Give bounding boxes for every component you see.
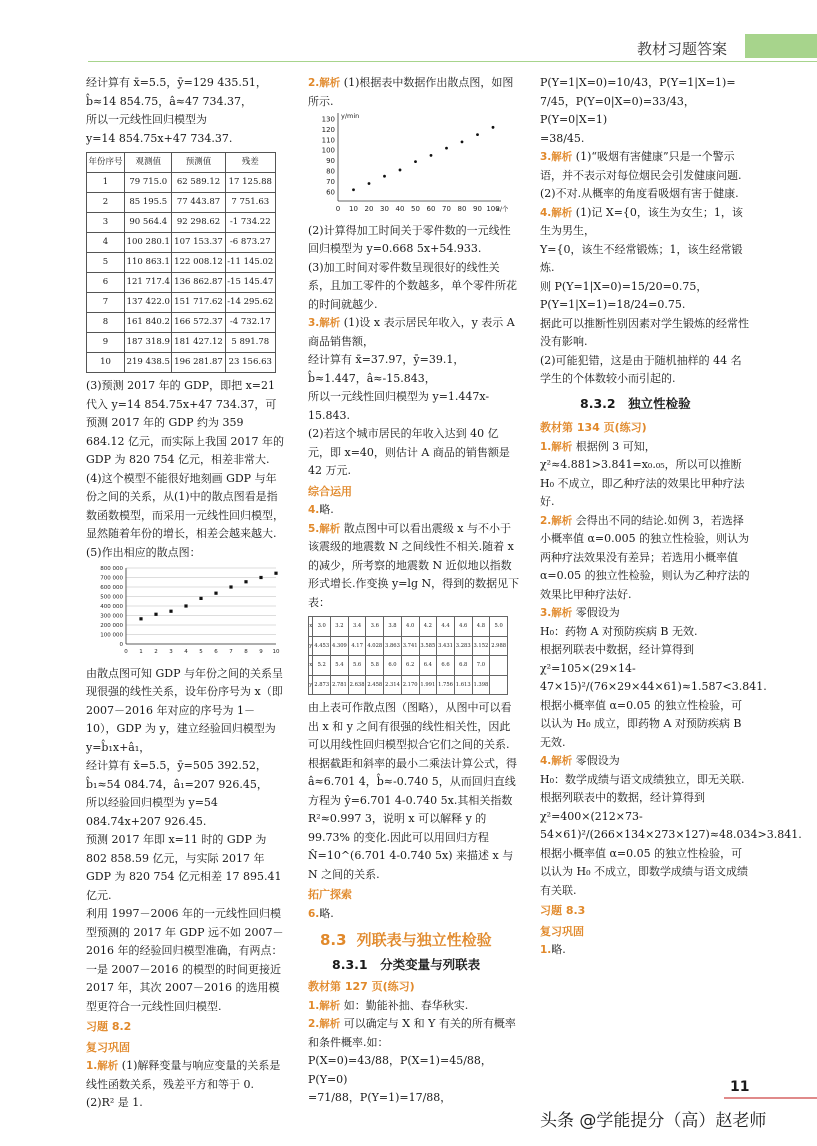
- text-line: (2)R² 是 1.: [86, 1096, 143, 1109]
- chapter-heading: [320, 931, 520, 950]
- x-tick-label: 80: [457, 205, 467, 213]
- text-line: b̂≈14 854.75，â≈47 734.37，: [86, 94, 252, 108]
- table-cell: 6.6: [437, 656, 455, 676]
- table-cell: 2.781: [331, 675, 349, 695]
- paragraph: (2)若这个城市居民的年收入达到 40 亿元，即 x=40，则估计 A 商品的销售额是 42 万元.: [308, 427, 510, 477]
- answer-label: 1.解析: [86, 1060, 119, 1072]
- x-tick-label: 0: [124, 649, 128, 655]
- table-header-cell: 年份序号: [87, 153, 125, 173]
- x-tick-label: 4: [184, 649, 188, 655]
- table-row: [87, 313, 276, 333]
- answer-label: 2.解析: [308, 1018, 341, 1030]
- paragraph: 根据小概率值 α=0.05 的独立性检验，可以认为 H₀ 不成立，即数学成绩与语文成绩有关联.: [540, 846, 748, 897]
- table-cell: 7: [87, 293, 125, 313]
- table-cell: 4.8: [472, 617, 490, 637]
- answer-label: 4.: [308, 504, 320, 516]
- y-tick-label: 200 000: [100, 623, 123, 629]
- table-cell: 6: [87, 273, 125, 293]
- table-cell: [490, 656, 508, 676]
- x-tick-label: 1: [139, 649, 143, 655]
- textbook-page-ref: 教材第 134 页(练习): [540, 421, 647, 434]
- data-point: [259, 576, 262, 579]
- table-row: [87, 193, 276, 213]
- table-row: [309, 617, 508, 637]
- page-header: [0, 0, 817, 62]
- table-row: [87, 293, 276, 313]
- data-point: [445, 147, 448, 150]
- answer-text: 略.: [319, 503, 334, 516]
- table-row: [87, 253, 276, 273]
- table-row: [87, 333, 276, 353]
- table-cell: 8: [87, 313, 125, 333]
- formula-line: χ²=105×(29×14-47×15)²/(76×29×44×61)≈1.587<3.841.: [540, 661, 767, 693]
- table-row: [87, 353, 276, 373]
- paragraph: 利用 1997－2006 年的一元线性回归模型预测的 2017 年 GDP 远不如 2007－2016 年的经验回归模型准确，有两点：一是 2007－2016 的模型的时间更接近 2017 年，其次 2007－2016 的选用模型更符合一元线性回归模型.: [86, 907, 284, 1013]
- table-cell: 4.453: [313, 636, 331, 656]
- paragraph: 预测 2017 年即 x=11 时的 GDP 为 802 858.59 亿元，与实际 2017 年 GDP 为 820 754 亿元相差 17 895.41 亿元.: [86, 833, 282, 902]
- answer-text: 如：勤能补拙、春华秋实.: [343, 998, 469, 1012]
- formula-line: Y={0，该生不经常锻炼；1，该生经常锻炼.: [540, 242, 743, 274]
- table-cell: 1.398: [472, 675, 490, 695]
- table-cell: 7 751.63: [225, 193, 275, 213]
- data-point: [383, 175, 386, 178]
- paragraph: 所以经验回归模型为 y=54 084.74x+207 926.45.: [86, 796, 218, 828]
- table-cell: 6.8: [454, 656, 472, 676]
- table-cell: 151 717.62: [172, 293, 225, 313]
- table-cell: -4 732.17: [225, 313, 275, 333]
- table-cell: 6.4: [419, 656, 437, 676]
- chapter-title: 列联表与独立性检验: [356, 931, 492, 949]
- formula-line: P(X=0)=43/88，P(X=1)=45/88，P(Y=0): [308, 1054, 492, 1086]
- table-row: [87, 213, 276, 233]
- table-cell: 90 564.4: [125, 213, 172, 233]
- y-tick-label: 800 000: [100, 566, 123, 572]
- data-point: [352, 188, 355, 191]
- table-cell: y: [309, 675, 313, 695]
- table-cell: 2.638: [348, 675, 366, 695]
- table-cell: 92 298.62: [172, 213, 225, 233]
- formula-line: 7/45，P(Y=0|X=0)=33/43，P(Y=0|X=1): [540, 94, 695, 126]
- header-title: 教材习题答案: [636, 40, 727, 58]
- answer-label: 3.解析: [540, 151, 573, 163]
- paragraph: 由上表可作散点图（图略），从图中可以看出 x 和 y 之间有很强的线性相关性，因此可以用线性回归模型拟合它们之间的关系.根据截距和斜率的最小二乘法计算公式，得â≈6.701 4，b̂≈-0.740 5，从而回归直线方程为 ŷ=6.701 4-0.740 5x.其相关指数 R²≈0.997 3，说明 x 可以解释 y 的 99.73% 的变化.因此可以用回归方程 N̂=10^(6.701 4-0.740 5x) 来描述 x 与 N 之间的关系.: [308, 701, 517, 881]
- paragraph: 由散点图可知 GDP 与年份之间的关系呈现很强的线性关系，设年份序号为 x（即 2007－2016 年对应的序号为 1－10），GDP 为 y，建立经验回归模型为 y=b̂₁x+â₁，: [86, 666, 283, 754]
- x-tick-label: 50: [411, 205, 420, 213]
- table-cell: [490, 675, 508, 695]
- text-line: H₀：数学成绩与语文成绩独立，即无关联.: [540, 772, 745, 786]
- y-tick-label: 130: [321, 115, 335, 124]
- formula-line: 则 P(Y=1|X=0)=15/20=0.75，P(Y=1|X=1)=18/24=0.75.: [540, 279, 708, 311]
- data-point: [274, 572, 277, 575]
- text-line: 经计算有 x̄=5.5，ȳ=129 435.51，: [86, 76, 267, 89]
- answer-label: 1.解析: [540, 440, 573, 453]
- table-cell: 3.431: [437, 636, 455, 656]
- table-cell: 1.613: [454, 675, 472, 695]
- table-cell: 4.6: [454, 617, 472, 637]
- y-tick-label: 100: [321, 146, 335, 155]
- table-cell: 3: [87, 213, 125, 233]
- table-cell: 23 156.63: [225, 353, 275, 373]
- y-tick-label: 600 000: [100, 585, 123, 591]
- table-cell: 2.458: [366, 675, 384, 695]
- x-tick-label: 100: [486, 205, 500, 213]
- residual-table: [86, 152, 276, 373]
- answer-text: 零假设为: [575, 606, 620, 619]
- paragraph: (2)可能犯错，这是由于随机抽样的 44 名学生的个体数较小而引起的.: [540, 353, 742, 385]
- x-tick-label: 7: [229, 649, 233, 655]
- earthquake-table: [308, 616, 508, 695]
- formula-line: =38/45.: [540, 131, 585, 145]
- table-cell: 3.4: [348, 617, 366, 637]
- answer-label: 6.: [308, 907, 320, 920]
- table-header-row: [87, 153, 276, 173]
- x-tick-label: 2: [154, 649, 158, 655]
- paragraph: 据此可以推断性别因素对学生锻炼的经常性没有影响.: [540, 316, 749, 348]
- y-tick-label: 300 000: [100, 613, 123, 620]
- table-row: [309, 675, 508, 695]
- data-point: [461, 140, 464, 143]
- paragraph: 根据小概率值 α=0.05 的独立性检验，可以认为 H₀ 成立，即药物 A 对预防疾病 B 无效.: [540, 698, 743, 749]
- formula-line: =71/88，P(Y=1)=17/88，: [308, 1091, 452, 1104]
- column-2: [308, 74, 520, 1108]
- y-tick-label: 400 000: [100, 604, 123, 610]
- table-cell: 7.0: [472, 656, 490, 676]
- text-line: 根据列联表中数据，经计算得到: [540, 643, 694, 656]
- answer-label: 1.解析: [308, 999, 341, 1012]
- table-cell: 4.0: [401, 617, 419, 637]
- table-cell: 3.2: [331, 617, 349, 637]
- table-cell: 1.991: [419, 675, 437, 695]
- y-tick-label: 120: [321, 125, 335, 134]
- column-1: [86, 74, 284, 1113]
- table-cell: 2.314: [384, 675, 402, 695]
- paragraph: 经计算有 x̄=37.97，ȳ=39.1，b̂≈1.447，â≈-15.843，: [308, 353, 465, 385]
- section-heading: 综合运用: [308, 484, 352, 498]
- answer-text: 根据例 3 可知，χ²≈4.881>3.841=x₀.₀₅，所以可以推断 H₀ 不成立，即乙种疗法的效果比甲种疗法好.: [540, 439, 745, 508]
- y-tick-label: 700 000: [100, 575, 123, 582]
- table-cell: 5.6: [348, 656, 366, 676]
- x-tick-label: 10: [349, 205, 358, 213]
- table-header-cell: 预测值: [172, 153, 225, 173]
- table-cell: -1 734.22: [225, 213, 275, 233]
- data-point: [430, 154, 433, 157]
- table-cell: 187 318.9: [125, 333, 172, 353]
- table-cell: 5.2: [313, 656, 331, 676]
- x-tick-label: 10: [272, 649, 280, 655]
- table-row: [87, 173, 276, 193]
- table-cell: 3.8: [384, 617, 402, 637]
- table-cell: 3.585: [419, 636, 437, 656]
- table-cell: 4: [87, 233, 125, 253]
- formula-line: P(Y=1|X=0)=10/43，P(Y=1|X=1)=: [540, 76, 736, 89]
- table-cell: 3.152: [472, 636, 490, 656]
- data-point: [184, 604, 187, 607]
- answer-text: (1)“吸烟有害健康”只是一个警示语，并不表示对每位烟民会引发健康问题.: [540, 150, 742, 182]
- x-tick-label: 90: [473, 205, 482, 213]
- subsection-heading: 8.3.1 分类变量与列联表: [332, 956, 481, 972]
- x-tick-label: 8: [244, 649, 248, 655]
- data-point: [244, 580, 247, 583]
- x-tick-label: 30: [380, 205, 389, 213]
- table-cell: 10: [87, 353, 125, 373]
- answer-text: (1)设 x 表示居民年收入，y 表示 A 商品销售额，: [308, 316, 515, 348]
- text-line: H₀：药物 A 对预防疾病 B 无效.: [540, 624, 698, 638]
- watermark: 头条 @学能提分（高）赵老师: [540, 1111, 767, 1131]
- paragraph: 所以一元线性回归模型为 y=1.447x-15.843.: [308, 390, 490, 422]
- table-cell: 219 438.5: [125, 353, 172, 373]
- data-point: [476, 133, 479, 136]
- y-tick-label: 60: [326, 188, 335, 197]
- table-cell: 122 008.12: [172, 253, 225, 273]
- answer-text: 散点图中可以看出震级 x 与不小于该震级的地震数 N 之间线性不相关.随着 x 的减少，所考察的地震数 N 近似地以指数形式增长.作变换 y=lg N，得到的数据见下表：: [308, 521, 520, 609]
- answer-label: 4.解析: [540, 755, 573, 767]
- page-number: 11: [730, 1079, 750, 1095]
- table-cell: 2.988: [490, 636, 508, 656]
- answer-label: 1.: [540, 944, 552, 956]
- table-cell: x: [309, 617, 313, 637]
- data-point: [492, 126, 495, 129]
- text-line: 经计算有 x̄=5.5，ȳ=505 392.52，: [86, 759, 267, 772]
- table-cell: y: [309, 636, 313, 656]
- section-heading: 复习巩固: [86, 1040, 130, 1054]
- answer-label: 2.解析: [540, 514, 573, 527]
- table-cell: 107 153.37: [172, 233, 225, 253]
- table-cell: 5: [87, 253, 125, 273]
- x-tick-label: 70: [442, 205, 451, 213]
- paragraph: (2)不对.从概率的角度看吸烟有害于健康.: [540, 187, 739, 200]
- table-cell: 6.0: [384, 656, 402, 676]
- table-cell: 6.2: [401, 656, 419, 676]
- page-number-underline: [724, 1097, 817, 1099]
- data-point: [414, 160, 417, 163]
- answer-label: 4.解析: [540, 206, 573, 219]
- x-tick-label: 20: [364, 205, 374, 213]
- table-cell: 121 717.4: [125, 273, 172, 293]
- paragraph: (3)预测 2017 年的 GDP，即把 x=21 代入 y=14 854.75x+47 734.37，可预测 2017 年的 GDP 约为 359 684.12 亿元，而实际上我国 2017 年的 GDP 为 820 754 亿元，相差非常大.: [86, 379, 284, 466]
- data-point: [199, 597, 202, 600]
- exercise-heading: 习题 8.3: [540, 904, 586, 917]
- table-cell: 3.741: [401, 636, 419, 656]
- table-cell: 62 589.12: [172, 173, 225, 193]
- table-cell: 77 443.87: [172, 193, 225, 213]
- y-tick-label: 70: [326, 177, 335, 186]
- textbook-page-ref: 教材第 127 页(练习): [308, 980, 415, 993]
- x-tick-label: 60: [426, 205, 436, 213]
- x-axis-label: x/个: [496, 205, 508, 213]
- answer-text: 略.: [551, 943, 566, 956]
- table-cell: 3.0: [313, 617, 331, 637]
- table-cell: 3.6: [366, 617, 384, 637]
- header-accent-bar: [745, 34, 817, 58]
- table-cell: 100 280.1: [125, 233, 172, 253]
- section-heading: 复习巩固: [540, 924, 584, 938]
- x-tick-label: 3: [169, 649, 173, 655]
- table-cell: 5.4: [331, 656, 349, 676]
- x-tick-label: 40: [395, 205, 405, 213]
- x-tick-label: 6: [214, 649, 218, 655]
- data-point: [368, 182, 371, 185]
- table-cell: x: [309, 656, 313, 676]
- data-point: [399, 169, 402, 172]
- table-cell: 79 715.0: [125, 173, 172, 193]
- table-cell: 196 281.87: [172, 353, 225, 373]
- processing-time-scatter-chart: [308, 111, 508, 215]
- section-heading: 拓广探索: [308, 888, 352, 901]
- answer-text: (1)记 X={0，该生为女生；1，该生为男生，: [540, 205, 743, 237]
- table-row: [309, 656, 508, 676]
- paragraph: (2)计算得加工时间关于零件数的一元线性回归模型为 y=0.668 5x+54.933.: [308, 223, 511, 255]
- table-cell: 5.8: [366, 656, 384, 676]
- table-cell: 3.863: [384, 636, 402, 656]
- table-cell: 4.028: [366, 636, 384, 656]
- answer-text: (1)根据表中数据作出散点图，如图所示.: [308, 76, 514, 108]
- table-cell: 4.4: [437, 617, 455, 637]
- table-row: [309, 636, 508, 656]
- y-tick-label: 500 000: [100, 594, 123, 601]
- table-cell: 9: [87, 333, 125, 353]
- gdp-scatter-chart: [86, 562, 282, 658]
- table-cell: 5 891.78: [225, 333, 275, 353]
- data-point: [229, 585, 232, 588]
- column-3: [540, 74, 802, 960]
- data-point: [214, 592, 217, 595]
- y-tick-label: 80: [326, 167, 335, 176]
- x-tick-label: 0: [335, 205, 341, 213]
- text-line: y=14 854.75x+47 734.37.: [86, 131, 233, 145]
- table-cell: 110 863.1: [125, 253, 172, 273]
- answer-text: 会得出不同的结论.如例 3，若选择小概率值 α=0.005 的独立性检验，则认为两种疗法效果没有差异；若选用小概率值 α=0.05 的独立性检验，则认为乙种疗法的效果比甲种疗法好.: [540, 513, 750, 601]
- table-cell: 136 862.87: [172, 273, 225, 293]
- table-row: [87, 273, 276, 293]
- y-tick-label: 110: [321, 136, 335, 145]
- x-tick-label: 5: [199, 649, 203, 655]
- table-cell: 1.756: [437, 675, 455, 695]
- answer-text: 略.: [319, 906, 334, 920]
- text-line: b̂₁≈54 084.74，â₁=207 926.45，: [86, 777, 268, 791]
- table-cell: 3.283: [454, 636, 472, 656]
- data-point: [154, 613, 157, 616]
- answer-label: 5.解析: [308, 522, 341, 535]
- table-cell: -6 873.27: [225, 233, 275, 253]
- table-header-cell: 残差: [225, 153, 275, 173]
- chapter-number: 8.3: [320, 931, 347, 949]
- table-cell: 2: [87, 193, 125, 213]
- table-cell: 166 572.37: [172, 313, 225, 333]
- table-cell: 5.0: [490, 617, 508, 637]
- paragraph: (4)这个模型不能很好地刻画 GDP 与年份之间的关系，从(1)中的散点图看是指数函数模型，而采用一元线性回归模型，显然随着年份的增长，相差会越来越大.: [86, 471, 284, 540]
- formula-line: χ²=400×(212×73-54×61)²/(266×134×273×127)≈48.034>3.841.: [540, 809, 802, 841]
- table-cell: 4.309: [331, 636, 349, 656]
- table-cell: 17 125.88: [225, 173, 275, 193]
- table-cell: 85 195.5: [125, 193, 172, 213]
- answer-label: 3.解析: [540, 607, 573, 619]
- paragraph: (5)作出相应的散点图：: [86, 545, 201, 559]
- y-tick-label: 100 000: [100, 632, 123, 639]
- answer-label: 2.解析: [308, 77, 341, 89]
- data-point: [169, 610, 172, 613]
- answer-text: 可以确定与 X 和 Y 有关的所有概率和条件概率.如：: [308, 1017, 516, 1049]
- y-tick-label: 0: [119, 642, 123, 648]
- table-cell: 4.2: [419, 617, 437, 637]
- answer-text: 零假设为: [575, 754, 620, 767]
- table-cell: -14 295.62: [225, 293, 275, 313]
- text-line: 根据列联表中的数据，经计算得到: [540, 791, 705, 804]
- table-cell: 161 840.2: [125, 313, 172, 333]
- table-cell: -11 145.02: [225, 253, 275, 273]
- x-tick-label: 9: [259, 649, 263, 655]
- header-divider: [88, 61, 817, 62]
- table-cell: 2.170: [401, 675, 419, 695]
- table-row: [87, 233, 276, 253]
- table-cell: -15 145.47: [225, 273, 275, 293]
- table-cell: 137 422.0: [125, 293, 172, 313]
- table-cell: 4.17: [348, 636, 366, 656]
- answer-label: 3.解析: [308, 317, 341, 329]
- y-axis-label: y/min: [341, 112, 360, 120]
- paragraph: (3)加工时间对零件数呈现很好的线性关系，且加工零件的个数越多，单个零件所花的时间就越少.: [308, 260, 517, 311]
- table-cell: 1: [87, 173, 125, 193]
- data-point: [139, 617, 142, 620]
- y-tick-label: 90: [326, 157, 335, 166]
- text-line: 所以一元线性回归模型为: [86, 113, 207, 126]
- table-cell: 181 427.12: [172, 333, 225, 353]
- table-cell: 2.873: [313, 675, 331, 695]
- subsection-heading: 8.3.2 独立性检验: [580, 395, 691, 411]
- table-header-cell: 观测值: [125, 153, 172, 173]
- answer-text: (1)解释变量与响应变量的关系是线性函数关系，残差平方和等于 0.: [86, 1059, 281, 1091]
- exercise-heading: 习题 8.2: [86, 1020, 132, 1033]
